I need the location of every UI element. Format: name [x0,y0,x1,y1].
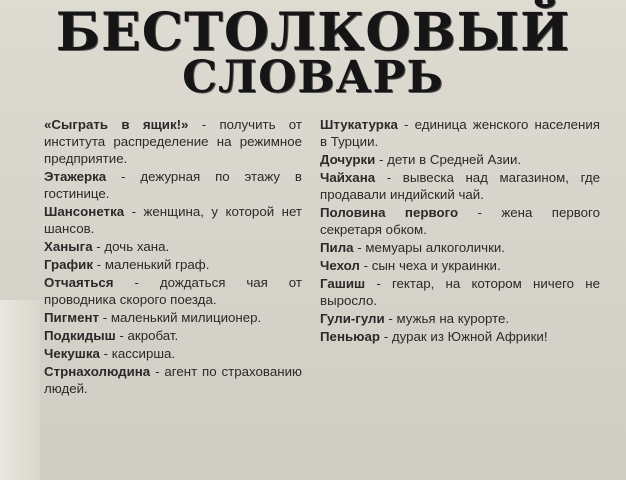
entry-term: Половина первого [320,205,459,220]
entry-separator: - [124,204,144,219]
title-line-2: СЛОВАРЬ [182,52,444,103]
dictionary-entry [320,151,600,168]
entry-separator: - [380,329,392,344]
entry-term: График [44,257,94,272]
entry-term: Отчаяться [44,275,114,290]
entry-term: Чекушка [44,346,100,361]
entry-term: Чайхана [320,170,376,185]
entry-separator: - [359,258,372,273]
dictionary-entry [44,345,302,362]
entry-separator: - [113,275,160,290]
title-line-1: БЕСТОЛКОВЫЙ [55,2,571,63]
entry-definition: дочь хана. [104,239,170,254]
entry-definition: сын чеха и украинки. [371,258,501,273]
dictionary-entry [320,310,600,327]
entry-separator: - [99,310,111,325]
entry-definition: мужья на курорте. [396,311,510,326]
entry-term: «Сыграть в ящик!» [44,117,189,132]
entry-definition: мемуары алкоголички. [365,240,506,255]
dictionary-entry [320,116,600,150]
entry-term: Гашиш [320,276,366,291]
entry-separator: - [188,117,220,132]
dictionary-entry [320,275,600,309]
dictionary-entry [320,169,600,203]
entry-definition: кассирша. [111,346,176,361]
entry-definition: маленький граф. [104,257,210,272]
entry-separator: - [353,240,366,255]
entry-separator: - [397,117,415,132]
entry-term: Гули-гули [320,311,385,326]
entry-term: Штукатурка [320,117,398,132]
entry-term: Пеньюар [320,329,381,344]
entry-definition: дежурная по этажу в гостинице. [44,169,302,201]
entry-term: Стрнахолюдина [44,364,151,379]
entry-term: Пила [320,240,354,255]
dictionary-entry [44,203,302,237]
entry-term: Шансонетка [44,204,125,219]
dictionary-entry [44,238,302,255]
entry-definition: получить от института распределение на режимное предприятие. [44,117,302,166]
dictionary-entry [44,256,302,273]
entry-definition: дурак из Южной Африки! [391,329,548,344]
entry-term: Ханыга [44,239,93,254]
entry-definition: дождаться чая от проводника скорого поезда. [44,275,302,307]
dictionary-entry [44,327,302,344]
dictionary-entry [44,363,302,397]
dictionary-entry [44,116,302,167]
entry-separator: - [115,328,128,343]
entry-separator: - [106,169,141,184]
entry-definition: агент по страхованию людей. [44,364,302,396]
paper-fold-shading [0,300,40,480]
entry-separator: - [384,311,397,326]
dictionary-entry [44,168,302,202]
entry-separator: - [375,170,403,185]
entry-separator: - [92,239,105,254]
entry-separator: - [99,346,112,361]
dictionary-entry [44,309,302,326]
entry-definition: единица женского населения в Турции. [320,117,600,149]
entry-separator: - [375,152,388,167]
dictionary-entry [320,204,600,238]
entry-definition: дети в Средней Азии. [387,152,522,167]
entry-separator: - [365,276,392,291]
entry-term: Подкидыш [44,328,116,343]
entry-separator: - [458,205,502,220]
entry-term: Этажерка [44,169,107,184]
right-column [320,116,600,346]
entry-separator: - [150,364,165,379]
entry-definition: маленький милиционер. [110,310,262,325]
dictionary-entry [320,257,600,274]
dictionary-entry [320,328,600,345]
left-column [44,116,302,398]
entry-term: Пигмент [44,310,100,325]
entry-term: Дочурки [320,152,376,167]
entry-definition: вывеска над магазином, где продавали индийский чай. [320,170,600,202]
dictionary-entry [44,274,302,308]
dictionary-entry [320,239,600,256]
entry-definition: жена первого секретаря обком. [320,205,600,237]
entry-definition: гектар, на котором ничего не выросло. [320,276,600,308]
entry-separator: - [93,257,105,272]
entry-term: Чехол [320,258,360,273]
entry-definition: женщина, у которой нет шансов. [44,204,302,236]
entry-definition: акробат. [127,328,179,343]
